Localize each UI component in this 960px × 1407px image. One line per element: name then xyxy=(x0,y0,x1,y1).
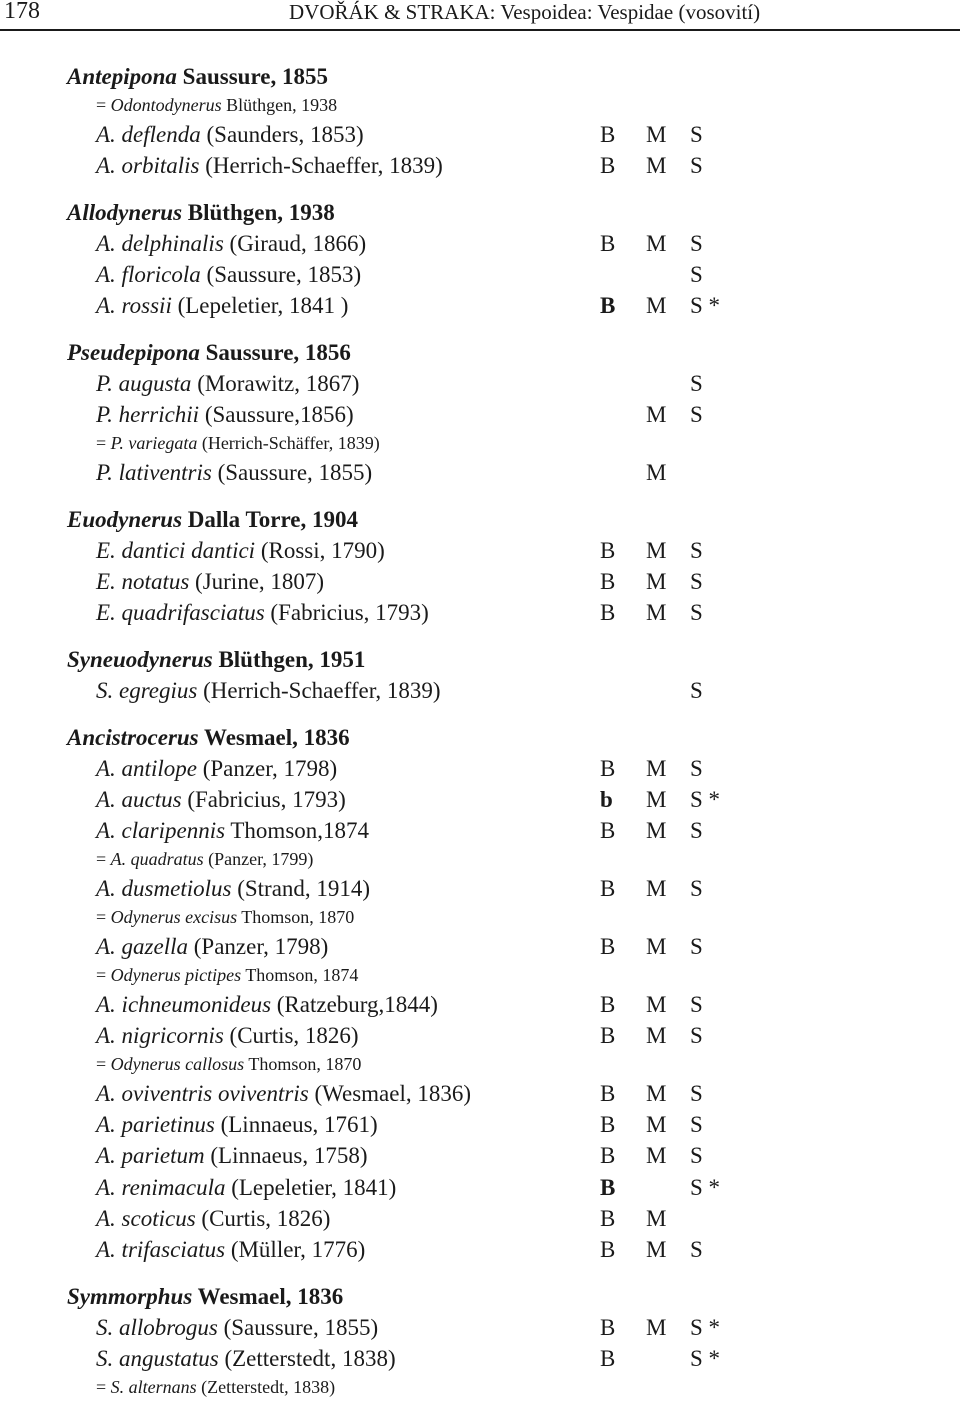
species-line xyxy=(0,402,960,432)
region-m: M xyxy=(646,1112,667,1137)
species-text xyxy=(96,293,348,319)
species-line xyxy=(0,1143,960,1173)
author-year: Blüthgen, 1938 xyxy=(221,95,338,115)
region-m: M xyxy=(646,787,667,812)
region-b: B xyxy=(600,1175,616,1200)
taxon-name: A. deflenda xyxy=(96,122,201,147)
species-line xyxy=(0,293,960,323)
author-year: (Curtis, 1826) xyxy=(195,1206,331,1231)
author-year: (Linnaeus, 1758) xyxy=(204,1143,368,1168)
species-line xyxy=(0,1023,960,1053)
species-text xyxy=(96,678,441,704)
species-line xyxy=(0,1112,960,1142)
syn-text xyxy=(96,1377,335,1398)
genus-name: Syneuodynerus xyxy=(67,647,213,672)
region-m: M xyxy=(646,1315,667,1340)
region-s: S xyxy=(690,1112,703,1137)
synonym-line xyxy=(0,849,960,879)
region-m: M xyxy=(646,876,667,901)
author-year: Thomson, 1870 xyxy=(244,1054,362,1074)
author-year: (Panzer, 1799) xyxy=(203,849,314,869)
region-b: B xyxy=(600,756,616,781)
species-text xyxy=(96,1237,365,1263)
synonym-equals: = xyxy=(96,1054,111,1074)
genus-heading xyxy=(0,1284,960,1314)
taxon-name: A. gazella xyxy=(96,934,188,959)
species-line xyxy=(0,1175,960,1205)
genus-text xyxy=(67,725,350,751)
taxon-name: A. scoticus xyxy=(96,1206,196,1231)
region-s: S * xyxy=(690,1315,721,1340)
species-line xyxy=(0,569,960,599)
species-line xyxy=(0,1346,960,1376)
syn-text xyxy=(96,965,358,986)
genus-heading xyxy=(0,200,960,230)
synonym-line xyxy=(0,1054,960,1084)
genus-heading xyxy=(0,725,960,755)
synonym-equals: = xyxy=(96,965,111,985)
taxon-name: Odynerus excisus xyxy=(110,907,238,927)
species-text xyxy=(96,1315,378,1341)
species-line xyxy=(0,992,960,1022)
taxon-name: S. angustatus xyxy=(96,1346,219,1371)
region-m: M xyxy=(646,1206,667,1231)
genus-text xyxy=(67,507,358,533)
species-line xyxy=(0,1206,960,1236)
species-line xyxy=(0,262,960,292)
species-text xyxy=(96,569,324,595)
genus-name: Symmorphus xyxy=(67,1284,193,1309)
region-b: B xyxy=(600,538,616,563)
author-year: (Panzer, 1798) xyxy=(188,934,329,959)
species-text xyxy=(96,1112,378,1138)
genus-text xyxy=(67,64,328,90)
species-text xyxy=(96,1143,368,1169)
region-b: B xyxy=(600,122,616,147)
author-year: (Saussure,1856) xyxy=(199,402,354,427)
genus-heading xyxy=(0,64,960,94)
species-text xyxy=(96,538,385,564)
species-text xyxy=(96,1175,396,1201)
species-line xyxy=(0,371,960,401)
taxon-name: A. claripennis xyxy=(96,818,226,843)
species-line xyxy=(0,876,960,906)
region-m: M xyxy=(646,402,667,427)
header-rule xyxy=(0,29,960,31)
taxon-name: A. rossii xyxy=(96,293,172,318)
region-b: B xyxy=(600,293,616,318)
taxon-name: E. quadrifasciatus xyxy=(96,600,265,625)
taxon-name: A. delphinalis xyxy=(96,231,224,256)
region-b: B xyxy=(600,1081,616,1106)
species-line xyxy=(0,538,960,568)
syn-text xyxy=(96,433,380,454)
synonym-equals: = xyxy=(96,849,111,869)
author-year: (Rossi, 1790) xyxy=(255,538,385,563)
region-b: B xyxy=(600,1206,616,1231)
taxon-name: A. parietinus xyxy=(96,1112,215,1137)
author-year: (Wesmael, 1836) xyxy=(308,1081,471,1106)
synonym-line xyxy=(0,433,960,463)
author-year: Saussure, 1856 xyxy=(199,340,351,365)
taxon-name: A. oviventris oviventris xyxy=(96,1081,309,1106)
region-s: S * xyxy=(690,1175,721,1200)
region-b: B xyxy=(600,231,616,256)
taxon-name: E. notatus xyxy=(96,569,190,594)
author-year: Thomson, 1870 xyxy=(237,907,355,927)
running-head: DVOŘÁK & STRAKA: Vespoidea: Vespidae (vosovití) xyxy=(289,0,761,24)
synonym-equals: = xyxy=(96,433,111,453)
region-m: M xyxy=(646,231,667,256)
species-line xyxy=(0,1237,960,1267)
author-year: (Herrich-Schäffer, 1839) xyxy=(197,433,380,453)
region-m: M xyxy=(646,818,667,843)
region-s: S xyxy=(690,153,703,178)
taxon-name: A. orbitalis xyxy=(96,153,200,178)
region-s: S * xyxy=(690,293,721,318)
region-m: M xyxy=(646,1023,667,1048)
syn-text xyxy=(96,1054,361,1075)
region-s: S xyxy=(690,231,703,256)
region-b: B xyxy=(600,1112,616,1137)
author-year: Wesmael, 1836 xyxy=(198,725,350,750)
author-year: Blüthgen, 1938 xyxy=(182,200,335,225)
taxon-name: A. renimacula xyxy=(96,1175,226,1200)
taxon-name: A. auctus xyxy=(96,787,182,812)
species-text xyxy=(96,1023,359,1049)
genus-heading xyxy=(0,507,960,537)
syn-text xyxy=(96,95,337,116)
region-s: S xyxy=(690,678,703,703)
region-b: B xyxy=(600,818,616,843)
species-line xyxy=(0,122,960,152)
author-year: Thomson,1874 xyxy=(225,818,370,843)
region-m: M xyxy=(646,756,667,781)
species-line xyxy=(0,787,960,817)
region-m: M xyxy=(646,293,667,318)
author-year: (Fabricius, 1793) xyxy=(181,787,346,812)
region-b: B xyxy=(600,934,616,959)
author-year: (Zetterstedt, 1838) xyxy=(196,1377,336,1397)
taxon-name: Odontodynerus xyxy=(110,95,222,115)
genus-name: Antepipona xyxy=(67,64,177,89)
region-m: M xyxy=(646,600,667,625)
genus-text xyxy=(67,340,351,366)
region-m: M xyxy=(646,1081,667,1106)
genus-heading xyxy=(0,340,960,370)
species-text xyxy=(96,153,443,179)
author-year: (Saussure, 1855) xyxy=(211,460,373,485)
region-b: B xyxy=(600,876,616,901)
taxon-name: P. augusta xyxy=(96,371,192,396)
species-line xyxy=(0,460,960,490)
genus-text xyxy=(67,200,335,226)
region-s: S xyxy=(690,600,703,625)
region-s: S xyxy=(690,1143,703,1168)
author-year: (Ratzeburg,1844) xyxy=(271,992,438,1017)
region-s: S xyxy=(690,876,703,901)
author-year: (Herrich-Schaeffer, 1839) xyxy=(199,153,443,178)
taxon-name: P. herrichii xyxy=(96,402,200,427)
region-m: M xyxy=(646,1143,667,1168)
synonym-equals: = xyxy=(96,907,111,927)
region-m: M xyxy=(646,460,667,485)
genus-name: Pseudepipona xyxy=(67,340,200,365)
author-year: (Jurine, 1807) xyxy=(189,569,325,594)
author-year: (Saussure, 1853) xyxy=(200,262,362,287)
species-text xyxy=(96,818,369,844)
genus-name: Allodynerus xyxy=(67,200,183,225)
author-year: Wesmael, 1836 xyxy=(192,1284,344,1309)
genus-text xyxy=(67,1284,343,1310)
author-year: (Saunders, 1853) xyxy=(200,122,364,147)
species-text xyxy=(96,122,364,148)
species-text xyxy=(96,992,438,1018)
taxon-name: S. alternans xyxy=(110,1377,197,1397)
synonym-line xyxy=(0,95,960,125)
region-m: M xyxy=(646,934,667,959)
species-line xyxy=(0,934,960,964)
species-text xyxy=(96,787,346,813)
region-m: M xyxy=(646,992,667,1017)
species-text xyxy=(96,1081,471,1107)
region-b: B xyxy=(600,153,616,178)
taxon-name: P. lativentris xyxy=(96,460,212,485)
region-b: B xyxy=(600,1023,616,1048)
species-text xyxy=(96,371,359,397)
species-line xyxy=(0,1315,960,1345)
author-year: (Morawitz, 1867) xyxy=(191,371,360,396)
taxon-name: A. antilope xyxy=(96,756,197,781)
species-line xyxy=(0,231,960,261)
author-year: (Giraud, 1866) xyxy=(223,231,367,256)
author-year: (Lepeletier, 1841 ) xyxy=(171,293,349,318)
region-s: S xyxy=(690,756,703,781)
taxon-name: S. allobrogus xyxy=(96,1315,218,1340)
taxon-name: E. dantici dantici xyxy=(96,538,256,563)
author-year: (Herrich-Schaeffer, 1839) xyxy=(197,678,441,703)
region-s: S * xyxy=(690,787,721,812)
author-year: (Lepeletier, 1841) xyxy=(225,1175,397,1200)
genus-heading xyxy=(0,647,960,677)
region-s: S xyxy=(690,818,703,843)
region-b: B xyxy=(600,1143,616,1168)
species-text xyxy=(96,1346,396,1372)
species-line xyxy=(0,818,960,848)
region-m: M xyxy=(646,1237,667,1262)
page-number: 178 xyxy=(4,0,40,24)
author-year: (Saussure, 1855) xyxy=(217,1315,379,1340)
species-line xyxy=(0,678,960,708)
author-year: (Strand, 1914) xyxy=(231,876,371,901)
species-line xyxy=(0,600,960,630)
taxon-name: A. ichneumonideus xyxy=(96,992,272,1017)
author-year: (Linnaeus, 1761) xyxy=(214,1112,378,1137)
species-text xyxy=(96,876,370,902)
species-text xyxy=(96,231,366,257)
region-s: S xyxy=(690,1237,703,1262)
region-b: B xyxy=(600,1346,616,1371)
taxon-name: A. trifasciatus xyxy=(96,1237,226,1262)
species-text xyxy=(96,402,354,428)
region-s: S xyxy=(690,402,703,427)
author-year: Thomson, 1874 xyxy=(241,965,359,985)
author-year: (Panzer, 1798) xyxy=(196,756,338,781)
taxon-name: A. nigricornis xyxy=(96,1023,224,1048)
syn-text xyxy=(96,907,354,928)
taxon-name: A. floricola xyxy=(96,262,201,287)
region-s: S xyxy=(690,934,703,959)
genus-text xyxy=(67,647,365,673)
region-m: M xyxy=(646,153,667,178)
species-text xyxy=(96,756,337,782)
region-b: B xyxy=(600,992,616,1017)
region-b: B xyxy=(600,1315,616,1340)
region-m: M xyxy=(646,569,667,594)
taxon-name: A. quadratus xyxy=(110,849,204,869)
taxon-name: A. parietum xyxy=(96,1143,205,1168)
page-header xyxy=(0,0,960,31)
author-year: Dalla Torre, 1904 xyxy=(182,507,358,532)
species-text xyxy=(96,262,361,288)
region-s: S xyxy=(690,122,703,147)
author-year: (Curtis, 1826) xyxy=(223,1023,359,1048)
taxon-name: Odynerus callosus xyxy=(110,1054,245,1074)
region-s: S * xyxy=(690,1346,721,1371)
region-s: S xyxy=(690,262,703,287)
synonym-equals: = xyxy=(96,95,111,115)
region-b: B xyxy=(600,600,616,625)
author-year: Saussure, 1855 xyxy=(176,64,328,89)
region-b: b xyxy=(600,787,613,812)
synonym-equals: = xyxy=(96,1377,111,1397)
genus-name: Euodynerus xyxy=(67,507,183,532)
species-text xyxy=(96,934,328,960)
region-s: S xyxy=(690,538,703,563)
species-text xyxy=(96,1206,330,1232)
author-year: (Müller, 1776) xyxy=(225,1237,366,1262)
region-m: M xyxy=(646,122,667,147)
author-year: (Fabricius, 1793) xyxy=(264,600,429,625)
author-year: (Zetterstedt, 1838) xyxy=(218,1346,396,1371)
genus-name: Ancistrocerus xyxy=(67,725,199,750)
species-text xyxy=(96,600,429,626)
species-line xyxy=(0,153,960,183)
region-s: S xyxy=(690,992,703,1017)
region-s: S xyxy=(690,371,703,396)
region-s: S xyxy=(690,1081,703,1106)
synonym-line xyxy=(0,965,960,995)
author-year: Blüthgen, 1951 xyxy=(212,647,366,672)
synonym-line xyxy=(0,907,960,937)
taxon-name: P. variegata xyxy=(110,433,198,453)
species-text xyxy=(96,460,372,486)
species-line xyxy=(0,1081,960,1111)
region-s: S xyxy=(690,569,703,594)
region-b: B xyxy=(600,569,616,594)
region-s: S xyxy=(690,1023,703,1048)
taxon-name: A. dusmetiolus xyxy=(96,876,232,901)
taxon-name: S. egregius xyxy=(96,678,198,703)
region-b: B xyxy=(600,1237,616,1262)
synonym-line xyxy=(0,1377,960,1407)
region-m: M xyxy=(646,538,667,563)
syn-text xyxy=(96,849,313,870)
taxon-name: Odynerus pictipes xyxy=(110,965,242,985)
species-line xyxy=(0,756,960,786)
